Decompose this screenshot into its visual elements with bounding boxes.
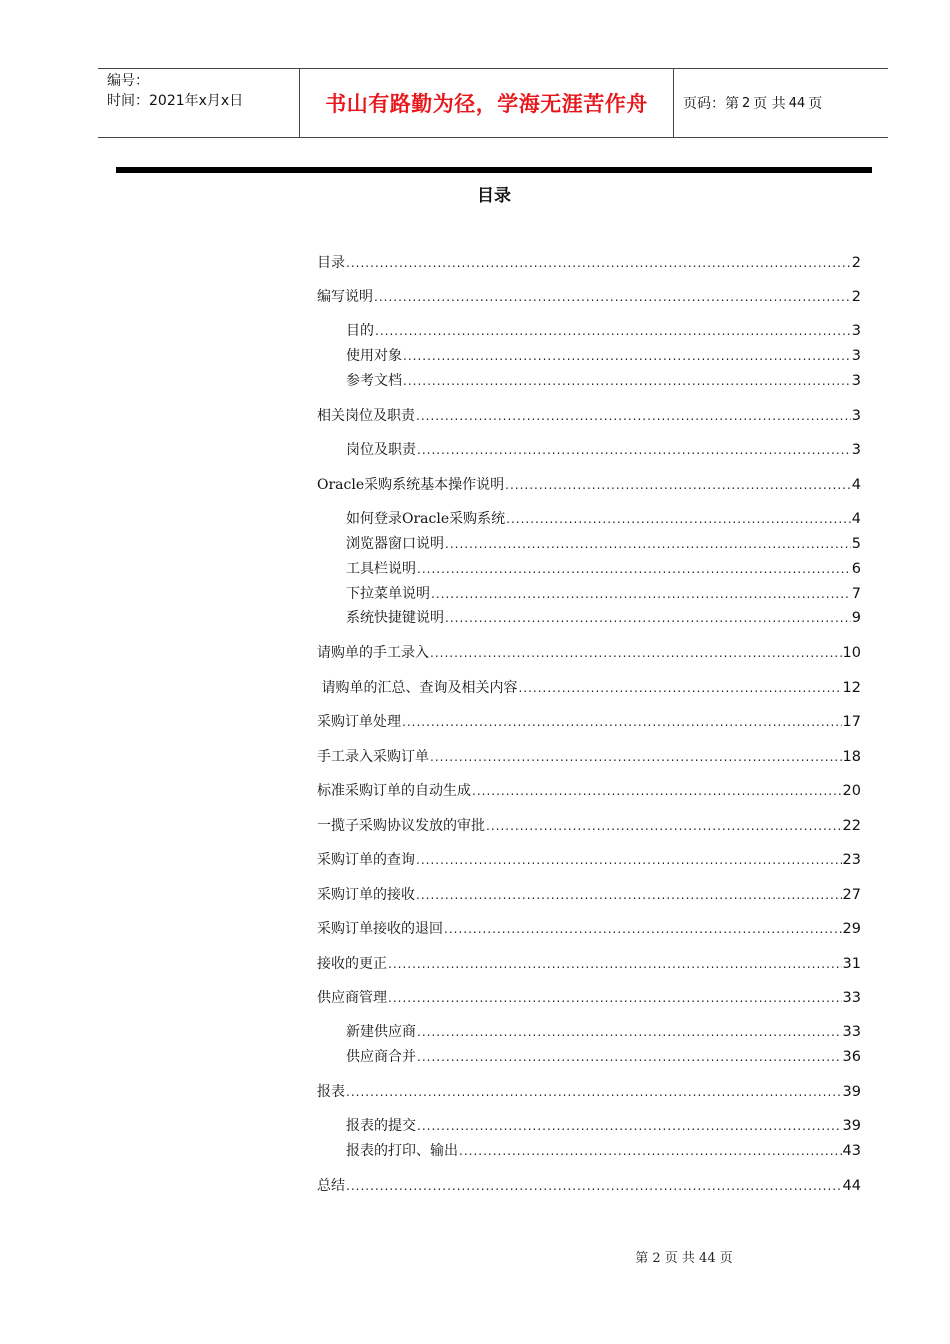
toc-entry-title: 浏览器窗口说明: [346, 536, 444, 552]
toc-entry-title: 参考文档: [346, 373, 402, 389]
toc-leader-dots: [472, 781, 842, 801]
serial-label: 编号：: [107, 73, 149, 89]
toc-entry-title: 采购订单处理: [317, 714, 401, 730]
toc-leader-dots: [346, 1082, 842, 1102]
toc-leader-dots: [416, 406, 851, 426]
toc-entry[interactable]: [346, 1114, 861, 1136]
toc-entry-title: 岗位及职责: [346, 442, 416, 458]
toc-leader-dots: [431, 584, 851, 604]
toc-entry-title: 报表的提交: [346, 1118, 416, 1134]
toc-entry-title: 供应商合并: [346, 1049, 416, 1065]
toc-leader-dots: [417, 1022, 842, 1042]
toc-entry[interactable]: [317, 404, 861, 426]
toc-entry-page: 39: [842, 1118, 861, 1134]
toc-entry-page: 20: [842, 783, 861, 799]
toc-entry-page: 4: [851, 511, 861, 527]
toc-entry-title: 使用对象: [346, 348, 402, 364]
toc-entry-page: 4: [851, 477, 861, 493]
toc-entry-title: 系统快捷键说明: [346, 610, 444, 626]
toc-leader-dots: [506, 509, 851, 529]
toc-entry[interactable]: [317, 883, 861, 905]
toc-leader-dots: [417, 440, 851, 460]
toc-entry-title: 编写说明: [317, 289, 373, 305]
toc-entry-title: Oracle采购系统基本操作说明: [317, 477, 505, 493]
toc-entry-page: 5: [851, 536, 861, 552]
toc-entry[interactable]: [317, 745, 861, 767]
toc-entry-title: 目录: [317, 255, 345, 271]
toc-entry-title: 请购单的手工录入: [317, 645, 429, 661]
toc-entry-page: 23: [842, 852, 861, 868]
toc-entry[interactable]: [346, 557, 861, 579]
toc-entry-page: 10: [842, 645, 861, 661]
toc-leader-dots: [374, 287, 851, 307]
toc-leader-dots: [430, 643, 842, 663]
toc-entry[interactable]: [346, 582, 861, 604]
page-prefix: 页码：第: [683, 96, 739, 112]
header-rule: [116, 167, 872, 173]
toc-entry-page: 3: [851, 408, 861, 424]
toc-entry-page: 3: [851, 442, 861, 458]
toc-leader-dots: [346, 1176, 842, 1196]
toc-entry[interactable]: [317, 952, 861, 974]
toc-entry-page: 27: [842, 887, 861, 903]
page-total: 44: [788, 95, 806, 111]
toc-entry-title: 总结: [317, 1178, 345, 1194]
toc-entry-page: 2: [851, 255, 861, 271]
toc-entry[interactable]: [317, 917, 861, 939]
page-current: 2: [742, 95, 751, 111]
toc-entry-page: 22: [842, 818, 861, 834]
toc-leader-dots: [445, 608, 851, 628]
toc-leader-dots: [486, 816, 842, 836]
toc-entry[interactable]: [317, 676, 861, 698]
toc-entry-title: 相关岗位及职责: [317, 408, 415, 424]
toc-entry-title: 请购单的汇总、查询及相关内容: [317, 680, 518, 696]
toc-entry[interactable]: [317, 251, 861, 273]
toc-entry-page: 12: [842, 680, 861, 696]
toc-entry-title: 采购订单的接收: [317, 887, 415, 903]
toc-leader-dots: [402, 712, 842, 732]
toc-entry[interactable]: [317, 779, 861, 801]
toc-leader-dots: [416, 850, 842, 870]
toc-entry[interactable]: [317, 814, 861, 836]
page-mid: 页 共: [753, 96, 786, 112]
toc-leader-dots: [346, 253, 851, 273]
toc-entry-page: 31: [842, 956, 861, 972]
toc-entry-title: 一揽子采购协议发放的审批: [317, 818, 485, 834]
toc-leader-dots: [403, 346, 851, 366]
toc-entry[interactable]: [317, 641, 861, 663]
toc-entry-page: 33: [842, 990, 861, 1006]
toc-entry[interactable]: [317, 986, 861, 1008]
toc-entry-title: 新建供应商: [346, 1024, 416, 1040]
toc-entry-page: 44: [842, 1178, 861, 1194]
toc-entry-page: 7: [851, 586, 861, 602]
toc-entry-title: 采购订单的查询: [317, 852, 415, 868]
toc-entry-title: 工具栏说明: [346, 561, 416, 577]
toc-entry[interactable]: [346, 606, 861, 628]
toc-leader-dots: [417, 559, 851, 579]
toc-entry-page: 17: [842, 714, 861, 730]
toc-leader-dots: [444, 919, 842, 939]
page-title: 目录: [477, 186, 511, 206]
page-suffix: 页: [808, 96, 823, 112]
toc-entry[interactable]: [317, 710, 861, 732]
toc-entry-page: 43: [842, 1143, 861, 1159]
toc-entry-page: 2: [851, 289, 861, 305]
toc-leader-dots: [388, 954, 842, 974]
toc-entry-title: 如何登录Oracle采购系统: [346, 511, 506, 527]
toc-leader-dots: [375, 321, 851, 341]
toc-entry[interactable]: [346, 344, 861, 366]
header-page-info: [674, 69, 888, 137]
toc-entry-title: 接收的更正: [317, 956, 387, 972]
toc-entry-title: 供应商管理: [317, 990, 387, 1006]
toc-entry[interactable]: [346, 1020, 861, 1042]
toc-entry[interactable]: [317, 473, 861, 495]
toc-leader-dots: [445, 534, 851, 554]
toc-entry-page: 9: [851, 610, 861, 626]
toc-entry[interactable]: [346, 1045, 861, 1067]
toc-entry-title: 报表的打印、输出: [346, 1143, 458, 1159]
toc-entry-title: 报表: [317, 1084, 345, 1100]
toc-entry-page: 18: [842, 749, 861, 765]
toc-entry-page: 3: [851, 348, 861, 364]
toc-entry[interactable]: [317, 285, 861, 307]
toc-entry[interactable]: [346, 319, 861, 341]
toc-entry[interactable]: [317, 1174, 861, 1196]
toc-entry-page: 3: [851, 323, 861, 339]
toc-leader-dots: [459, 1141, 842, 1161]
header-slogan: 书山有路勤为径，学海无涯苦作舟: [300, 69, 674, 137]
page-header: [98, 68, 888, 138]
time-label: 时间：2021年x月x日: [107, 93, 244, 109]
toc-entry-title: 采购订单接收的退回: [317, 921, 443, 937]
toc-leader-dots: [417, 1116, 842, 1136]
toc-entry-title: 下拉菜单说明: [346, 586, 430, 602]
toc-leader-dots: [388, 988, 842, 1008]
header-meta: [98, 69, 300, 137]
toc-leader-dots: [505, 475, 851, 495]
toc-leader-dots: [416, 885, 842, 905]
toc-leader-dots: [518, 678, 841, 698]
toc-entry-title: 标准采购订单的自动生成: [317, 783, 471, 799]
toc-entry[interactable]: [346, 369, 861, 391]
toc-entry[interactable]: [346, 507, 861, 529]
toc-entry[interactable]: [346, 438, 861, 460]
toc-entry[interactable]: [317, 1080, 861, 1102]
toc-entry-title: 目的: [346, 323, 374, 339]
toc-leader-dots: [417, 1047, 842, 1067]
toc-entry[interactable]: [317, 848, 861, 870]
toc-entry-page: 36: [842, 1049, 861, 1065]
toc-entry-page: 33: [842, 1024, 861, 1040]
toc-entry-page: 29: [842, 921, 861, 937]
toc-entry-title: 手工录入采购订单: [317, 749, 429, 765]
toc-leader-dots: [403, 371, 851, 391]
toc-entry-page: 39: [842, 1084, 861, 1100]
toc-entry-page: 3: [851, 373, 861, 389]
toc-entry-page: 6: [851, 561, 861, 577]
toc-entry[interactable]: [346, 532, 861, 554]
toc-leader-dots: [430, 747, 842, 767]
toc-entry[interactable]: [346, 1139, 861, 1161]
page-footer: 第 2 页 共 44 页: [635, 1251, 733, 1266]
